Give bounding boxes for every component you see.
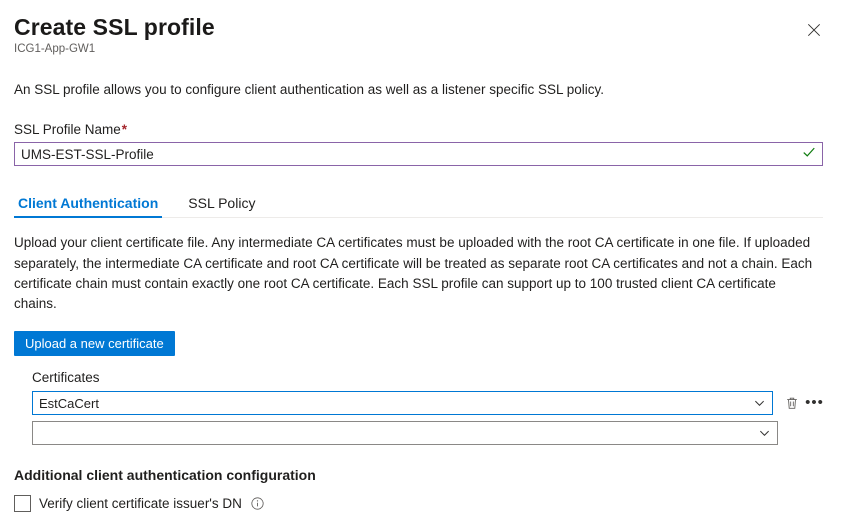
page-title: Create SSL profile (14, 14, 215, 40)
more-options-button[interactable] (805, 394, 824, 413)
chevron-down-icon (754, 398, 765, 409)
tab-client-authentication[interactable]: Client Authentication (14, 195, 162, 217)
certificate-select-0-value: EstCaCert (39, 395, 99, 411)
verify-issuer-dn-checkbox[interactable] (14, 495, 31, 512)
tab-ssl-policy[interactable]: SSL Policy (184, 195, 259, 217)
close-icon (807, 23, 821, 37)
required-marker: * (121, 122, 128, 138)
upload-new-certificate-button[interactable]: Upload a new certificate (14, 331, 175, 356)
ssl-profile-name-field-wrap (14, 142, 823, 166)
certificates-label: Certificates (32, 370, 100, 386)
certificate-row (32, 391, 824, 415)
delete-certificate-button[interactable] (782, 394, 801, 413)
certificate-select-0[interactable] (32, 391, 773, 415)
intro-text: An SSL profile allows you to configure client authentication as well as a listener specific SSL policy. (14, 82, 605, 98)
chevron-down-icon (759, 428, 770, 439)
additional-config-heading: Additional client authentication configuration (14, 467, 316, 484)
client-auth-description: Upload your client certificate file. Any intermediate CA certificates must be uploaded with the root CA certificate in one file. If uploaded separately, the intermediate CA certificate and root CA certificate will be treated as separate root CA certificates and not a chain. Each certificate chain must contain exactly one root CA certificate. Each SSL profile can support up to 100 trusted client CA certificate chains. (14, 235, 813, 312)
ssl-profile-name-label-text: SSL Profile Name (14, 122, 121, 138)
tab-strip (14, 188, 823, 218)
header-text-block (14, 14, 215, 55)
trash-icon (785, 396, 799, 410)
close-button[interactable] (800, 16, 828, 44)
ssl-profile-name-label (14, 122, 824, 137)
ellipsis-icon: ••• (805, 394, 824, 412)
page-subtitle: ICG1-App-GW1 (14, 43, 96, 56)
ssl-profile-name-input[interactable] (14, 142, 823, 166)
certificate-select-1[interactable] (32, 421, 778, 445)
verify-issuer-dn-label[interactable]: Verify client certificate issuer's DN (39, 496, 242, 512)
certificate-row-actions (782, 394, 824, 413)
verify-issuer-dn-row (14, 495, 824, 512)
info-icon[interactable] (251, 497, 264, 510)
panel-header (14, 14, 824, 55)
certificates-section (32, 370, 824, 445)
